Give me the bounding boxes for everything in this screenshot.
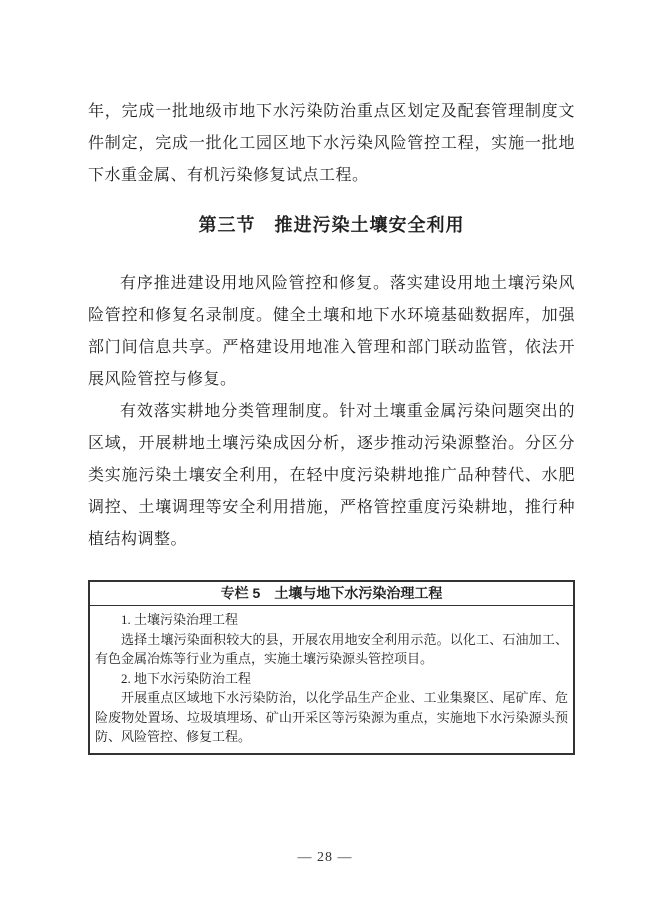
box-item-heading: 2. 地下水污染防治工程 — [121, 670, 252, 686]
body-paragraph-continuation: 年，完成一批地级市地下水污染防治重点区划定及配套管理制度文件制定，完成一批化工园区地下水污染风险管控工程，实施一批地下水重金属、有机污染修复试点工程。 — [88, 103, 575, 184]
section-heading: 第三节 推进污染土壤安全利用 — [198, 215, 465, 235]
box-item-heading: 1. 土壤污染治理工程 — [121, 612, 239, 627]
callout-box-body — [90, 606, 573, 753]
box-item-body: 选择土壤污染面积较大的县，开展农用地安全利用示范。以化工、石油加工、有色金属冶炼等行业为重点，实施土壤污染源头管控项目。 — [95, 631, 568, 666]
box-item-body: 开展重点区域地下水污染防治，以化学品生产企业、工业集聚区、尾矿库、危险废物处置场、垃圾填埋场、矿山开采区等污染源为重点，实施地下水污染源头预防、风险管控、修复工程。 — [95, 690, 568, 744]
body-paragraph: 有效落实耕地分类管理制度。针对土壤重金属污染问题突出的区域，开展耕地土壤污染成因分析，逐步推动污染源整治。分区分类实施污染土壤安全利用，在轻中度污染耕地推广品种替代、水肥调控、土壤调理等安全利用措施，严格管控重度污染耕地，推行种植结构调整。 — [88, 403, 575, 548]
page-number: — 28 — — [297, 850, 353, 865]
callout-box-title: 专栏 5 土壤与地下水污染治理工程 — [90, 582, 573, 606]
body-paragraph: 有序推进建设用地风险管控和修复。落实建设用地土壤污染风险管控和修复名录制度。健全土壤和地下水环境基础数据库，加强部门间信息共享。严格建设用地准入管理和部门联动监管，依法开展风险管控与修复。 — [88, 275, 575, 388]
page-content — [88, 96, 575, 755]
callout-box — [88, 580, 575, 755]
